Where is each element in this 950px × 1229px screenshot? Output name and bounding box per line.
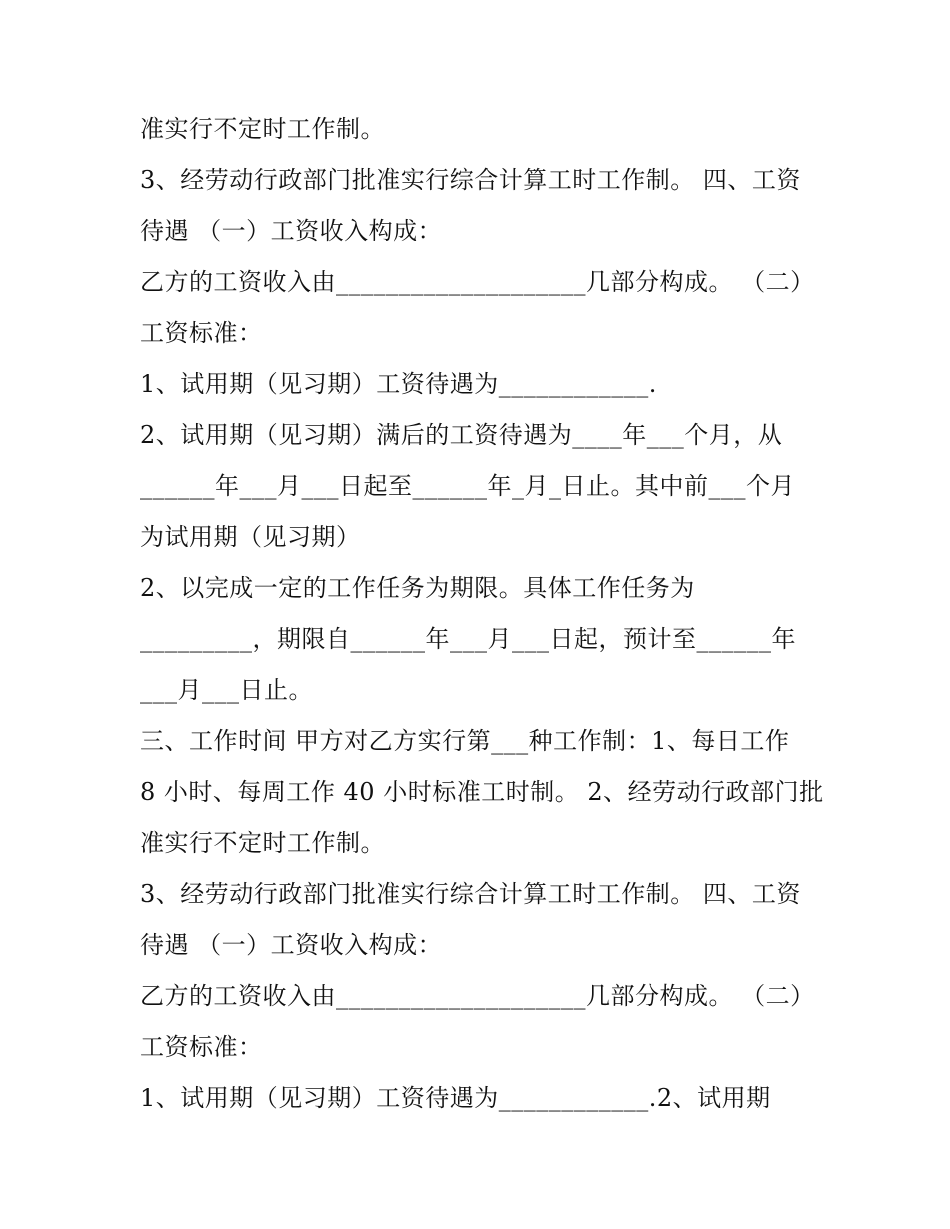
text-line: 待遇 （一）工资收入构成： xyxy=(140,217,443,245)
document-body xyxy=(140,104,824,1124)
text-line: 1、试用期（见习期）工资待遇为____________. xyxy=(140,370,657,398)
text-line: 待遇 （一）工资收入构成： xyxy=(140,931,443,959)
text-line: 工资标准： xyxy=(140,319,263,347)
text-line: 1、试用期（见习期）工资待遇为____________.2、试用期 xyxy=(140,1084,771,1112)
text-line: 乙方的工资收入由____________________几部分构成。 （二） xyxy=(140,982,815,1010)
text-line: _________，期限自______年___月___日起，预计至______年 xyxy=(140,625,796,653)
text-line: ______年___月___日起至______年_月_日止。其中前___个月 xyxy=(140,472,795,500)
text-line: 准实行不定时工作制。 xyxy=(140,829,385,857)
text-line: 3、经劳动行政部门批准实行综合计算工时工作制。 四、工资 xyxy=(140,166,801,194)
text-line: 3、经劳动行政部门批准实行综合计算工时工作制。 四、工资 xyxy=(140,880,801,908)
text-line: 乙方的工资收入由____________________几部分构成。 （二） xyxy=(140,268,815,296)
text-line: 2、以完成一定的工作任务为期限。具体工作任务为 xyxy=(140,574,695,602)
text-line: 2、试用期（见习期）满后的工资待遇为____年___个月，从 xyxy=(140,421,783,449)
text-line: 准实行不定时工作制。 xyxy=(140,115,385,143)
text-line: 8 小时、每周工作 40 小时标准工时制。 2、经劳动行政部门批 xyxy=(140,778,824,806)
text-line: 三、工作时间 甲方对乙方实行第___种工作制：1、每日工作 xyxy=(140,727,790,755)
text-line: 为试用期（见习期） xyxy=(140,523,361,551)
text-line: 工资标准： xyxy=(140,1033,263,1061)
text-line: ___月___日止。 xyxy=(140,676,313,704)
